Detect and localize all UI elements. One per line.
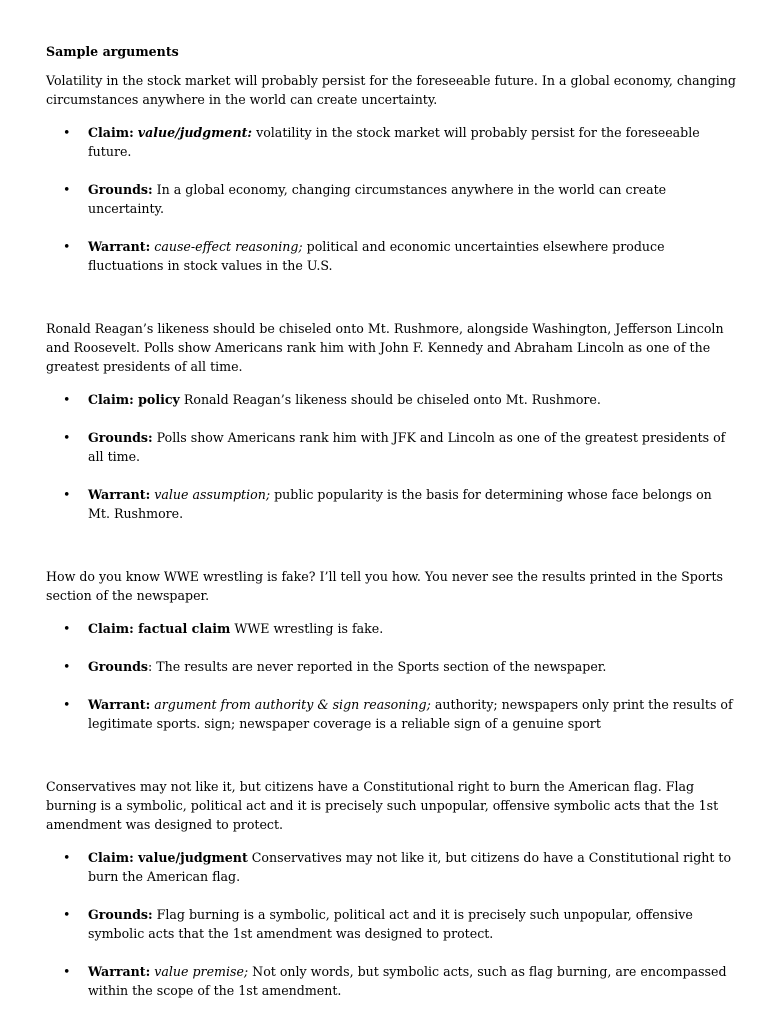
- claim-type: value/judgment:: [137, 125, 253, 140]
- bullet-icon: •: [63, 850, 71, 865]
- claim-text: Conservatives may not like it, but citizens do have a Constitutional right to burn the American flag.: [88, 850, 732, 884]
- grounds-item: [46, 180, 736, 218]
- bullet-icon: •: [63, 697, 71, 712]
- bullet-icon: •: [63, 659, 71, 674]
- argument-breakdown-list: [46, 848, 736, 1000]
- claim-label: Claim: value/judgment: [88, 850, 248, 865]
- claim-label: Claim: factual claim: [88, 621, 231, 636]
- grounds-item: [46, 905, 736, 943]
- warrant-type: cause-effect reasoning;: [154, 239, 303, 254]
- grounds-item: [46, 428, 736, 466]
- argument-breakdown-list: [46, 123, 736, 275]
- bullet-icon: •: [63, 964, 71, 979]
- bullet-icon: •: [63, 392, 71, 407]
- claim-label: Claim:: [88, 125, 134, 140]
- claim-text: Ronald Reagan’s likeness should be chiseled onto Mt. Rushmore.: [179, 392, 601, 407]
- claim-text: volatility in the stock market will probably persist for the foreseeable future.: [88, 125, 700, 159]
- claim-item: [46, 848, 736, 886]
- warrant-label: Warrant:: [88, 239, 151, 254]
- section-spacer: [46, 752, 736, 777]
- warrant-item: [46, 237, 736, 275]
- warrant-text: authority; newspapers only print the results of legitimate sports. sign; newspaper coverage is a reliable sign of a genuine sport: [88, 697, 733, 731]
- grounds-item: [46, 657, 736, 676]
- argument-4: [46, 777, 736, 1000]
- grounds-label: Grounds: [88, 659, 148, 674]
- warrant-text: political and economic uncertainties elsewhere produce fluctuations in stock values in the U.S.: [88, 239, 665, 273]
- warrant-item: [46, 695, 736, 733]
- bullet-icon: •: [63, 125, 71, 140]
- warrant-label: Warrant:: [88, 487, 151, 502]
- claim-item: [46, 123, 736, 161]
- grounds-text: : The results are never reported in the Sports section of the newspaper.: [148, 659, 607, 674]
- warrant-item: [46, 962, 736, 1000]
- grounds-label: Grounds:: [88, 430, 153, 445]
- grounds-label: Grounds:: [88, 907, 153, 922]
- document-page: [46, 42, 736, 1019]
- section-spacer: [46, 294, 736, 319]
- argument-3: [46, 567, 736, 733]
- argument-paragraph: How do you know WWE wrestling is fake? I’ll tell you how. You never see the results printed in the Sports section of the newspaper.: [46, 569, 723, 603]
- warrant-type: value premise;: [154, 964, 249, 979]
- grounds-text: Polls show Americans rank him with JFK and Lincoln as one of the greatest presidents of all time.: [88, 430, 726, 464]
- warrant-type: value assumption;: [154, 487, 271, 502]
- argument-paragraph: Ronald Reagan’s likeness should be chiseled onto Mt. Rushmore, alongside Washington, Jefferson Lincoln and Roosevelt. Polls show Americans rank him with John F. Kennedy and Abraham Lincoln as one of the greatest presidents of all time.: [46, 321, 724, 374]
- argument-2: [46, 319, 736, 523]
- section-spacer: [46, 542, 736, 567]
- grounds-label: Grounds:: [88, 182, 153, 197]
- claim-label: Claim: policy: [88, 392, 180, 407]
- claim-item: [46, 619, 736, 638]
- argument-1: [46, 71, 736, 275]
- bullet-icon: •: [63, 182, 71, 197]
- document-title: Sample arguments: [46, 44, 179, 59]
- bullet-icon: •: [63, 239, 71, 254]
- bullet-icon: •: [63, 430, 71, 445]
- bullet-icon: •: [63, 621, 71, 636]
- warrant-text: Not only words, but symbolic acts, such as flag burning, are encompassed within the scope of the 1st amendment.: [88, 964, 727, 998]
- argument-paragraph: Volatility in the stock market will probably persist for the foreseeable future. In a global economy, changing circumstances anywhere in the world can create uncertainty.: [46, 73, 736, 107]
- argument-breakdown-list: [46, 390, 736, 523]
- bullet-icon: •: [63, 907, 71, 922]
- grounds-text: Flag burning is a symbolic, political act and it is precisely such unpopular, offensive symbolic acts that the 1st amendment was designed to protect.: [88, 907, 693, 941]
- warrant-label: Warrant:: [88, 697, 151, 712]
- warrant-type: argument from authority & sign reasoning;: [154, 697, 431, 712]
- grounds-text: In a global economy, changing circumstances anywhere in the world can create uncertainty.: [88, 182, 667, 216]
- argument-paragraph: Conservatives may not like it, but citizens have a Constitutional right to burn the American flag. Flag burning is a symbolic, political act and it is precisely such unpopular, offensive symbolic acts that the 1st amendment was designed to protect.: [46, 779, 719, 832]
- claim-text: WWE wrestling is fake.: [230, 621, 384, 636]
- claim-item: [46, 390, 736, 409]
- warrant-text: public popularity is the basis for determining whose face belongs on Mt. Rushmore.: [88, 487, 712, 521]
- bullet-icon: •: [63, 487, 71, 502]
- argument-breakdown-list: [46, 619, 736, 733]
- warrant-item: [46, 485, 736, 523]
- warrant-label: Warrant:: [88, 964, 151, 979]
